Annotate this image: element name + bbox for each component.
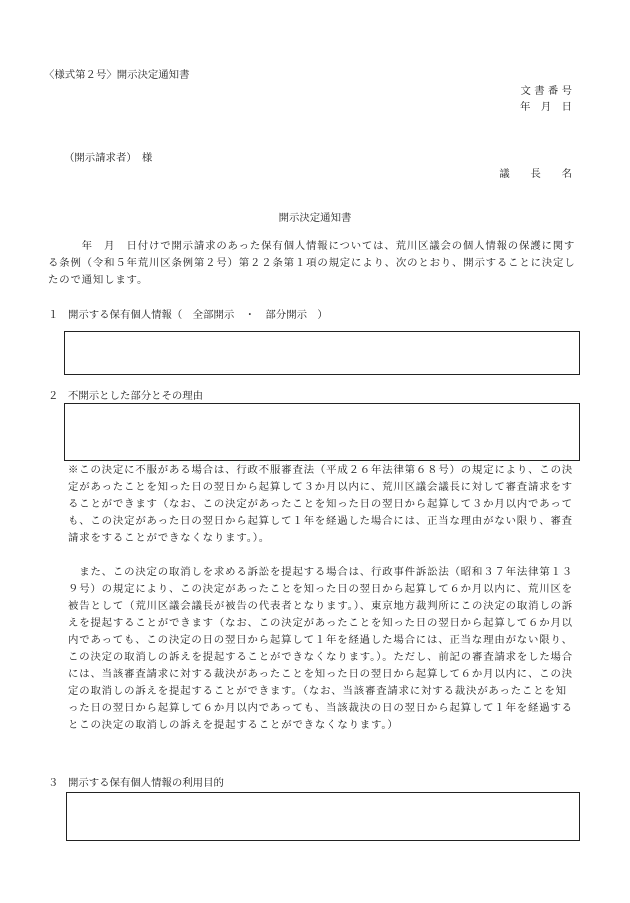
appeal-notice-paragraph: ※この決定に不服がある場合は、行政不服審査法（平成２６年法律第６８号）の規定により、この決定があったことを知った日の翌日から起算して３か月以内に、荒川区議会議長に対して審査請求をすることができます（なお、この決定があったことを知った日の翌日から起算して３か月以内であっても、この決定があった日の翌日から起算して１年を経過した場合には、正当な理由がない限り、審査請求をすることができなくなります。）。	[68, 464, 574, 544]
addressee: （開示請求者） 様	[64, 152, 153, 164]
section3-heading: 開示する保有個人情報の利用目的	[68, 777, 224, 789]
section3-number: ３	[48, 777, 59, 789]
document-title: 開示決定通知書	[278, 212, 352, 224]
non-disclosure-reason-box	[64, 403, 580, 461]
section2-heading: 不開示とした部分とその理由	[68, 390, 204, 402]
section2-number: ２	[48, 390, 59, 402]
date-label: 年 月 日	[520, 101, 572, 113]
sender-name: 議 長 名	[499, 168, 572, 180]
section1-heading: 開示する保有個人情報（ 全部開示 ・ 部分開示 ）	[68, 309, 328, 321]
form-label: 〈様式第２号〉開示決定通知書	[44, 69, 190, 81]
usage-purpose-box	[66, 792, 580, 841]
disclosed-info-box	[64, 331, 580, 375]
section1-number: １	[48, 309, 59, 321]
intro-paragraph: 年 月 日付けで開示請求のあった保有個人情報については、荒川区議会の個人情報の保護に関する条例（令和５年荒川区条例第２号）第２２条第１項の規定により、次のとおり、開示することに決定したので通知します。	[48, 240, 576, 286]
lawsuit-notice-paragraph: また、この決定の取消しを求める訴訟を提起する場合は、行政事件訴訟法（昭和３７年法律第１３９号）の規定により、この決定があったことを知った日の翌日から起算して６か月以内に、荒川区を被告として（荒川区議会議長が被告の代表者となります。）、東京地方裁判所にこの決定の取消しの訴えを提起することができます（なお、この決定があったことを知った日の翌日から起算して６か月以内であっても、この決定の日の翌日から起算して１年を経過した場合には、正当な理由がない限り、この決定の取消しの訴えを提起することができなくなります。）。ただし、前記の審査請求をした場合には、当該審査請求に対する裁決があったことを知った日の翌日から起算して６か月以内に、この決定の取消しの訴えを提起することができます。（なお、当該審査請求に対する裁決があったことを知った日の翌日から起算して６か月以内であっても、当該裁決の日の翌日から起算して１年を経過するとこの決定の取消しの訴えを提起することができなくなります。）	[68, 566, 574, 731]
document-number-label: 文 書 番 号	[520, 85, 572, 97]
